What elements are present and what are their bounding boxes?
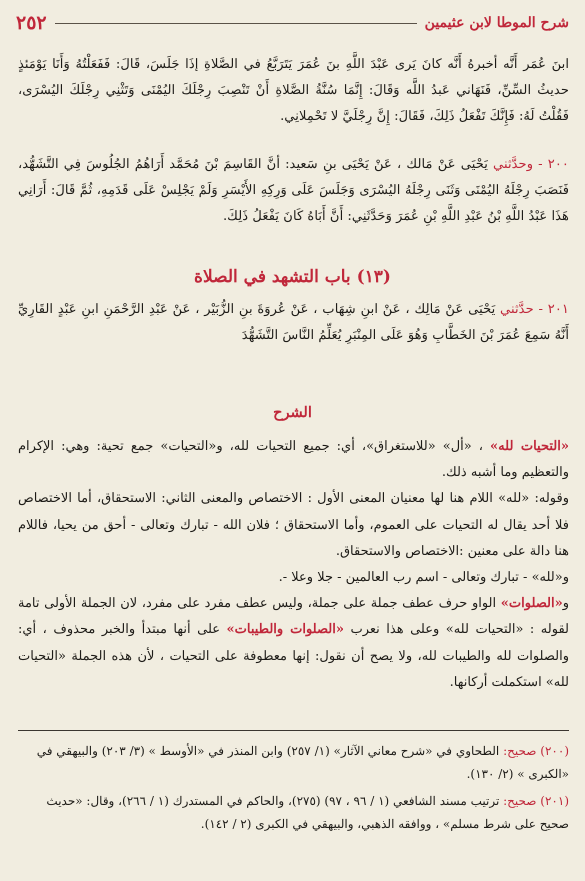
chapter-title: (١٣) باب التشهد في الصلاة [194, 267, 391, 287]
footnote-grade: صحيح: [503, 794, 537, 808]
hadith-number: ٢٠٠ - [533, 157, 569, 172]
footnote-ref: (٢٠١) [540, 794, 569, 808]
footnote-divider [18, 730, 569, 731]
footnote [18, 740, 569, 786]
commentary-text: على أنها مبتدأ والخبر محذوف ، أي: والصلوات لله والطيبات لله، ولا يصح أن نقول: إنها معطوفة على التحيات ، لأن هذه الجملة «التحيات لله» استكملت أركانها. [18, 622, 569, 690]
hadith-text: ابنَ عُمَر أَنَّه أخبرهُ أَنَّه كانَ يَرى عَبْدَ اللَّهِ بنَ عُمَرَ يَتَرَبَّعُ في الصَّلاةِ إذَا جَلَسَ، قَالَ: فَفَعَلْتُهُ وَأَنَا يَوْمَئذٍ حديثُ السِّنِّ، فَنَهَاني عَبدُ اللَّه وَقَالَ: إِنَّمَا سُنَّةُ الصَّلاةِ أَنْ تَنْصِبَ رِجْلَكَ اليُمْنَى وَتَثْنِي رِجْلَكَ اليُسْرَى، فَقُلْتُ لَهُ: فَإِنَّكَ تَفْعَلُ ذَلِكَ، فَقَالَ: إِنَّ رِجْلَيَّ لا تَحْمِلانِي. [18, 57, 569, 124]
commentary-body [18, 434, 569, 696]
commentary-paragraph [18, 486, 569, 565]
commentary-text: و«لله» - تبارك وتعالى - اسم رب العالمين - جلا وعلا -. [278, 570, 569, 586]
commentary-text: وقوله: «لله» اللام هنا لها معنيان المعنى الأول : الاختصاص والمعنى الثاني: الاستحقاق، أما الاختصاص فلا أحد يقال له التحيات على العموم، وأما الاستحقاق ؛ فلان الله - تبارك وتعالى - أحق من يحيا، فاللام هنا دالة على معنين :الاختصاص والاستحقاق. [18, 491, 569, 559]
hadith-intro: وحدَّثني [492, 157, 534, 172]
footnote-ref: (٢٠٠) [540, 744, 569, 758]
commentary-term: «الصلوات» [500, 596, 563, 612]
footnote-grade: صحيح: [503, 744, 537, 758]
hadith-intro: حدَّثني [500, 302, 534, 317]
hadith-text: يَحْيَى عَنْ مَالِك ، عَنْ ابنِ شِهَاب ، عَنْ عُروَةَ بنِ الزُّبَيْر ، عَنْ عَبْدِ الرَّحْمَنِ ابنِ عَبْدٍ القَارِيِّ أَنَّهُ سَمِعَ عُمَرَ بْنَ الخَطَّابِ وَهُوَ عَلَى المِنْبَرِ يُعَلِّمُ النَّاسَ التَّشَهُّدَ [18, 302, 569, 343]
commentary-term: «التحيات لله» [490, 439, 569, 454]
footnote-text: الطحاوي في «شرح معاني الآثار» (١/ ٢٥٧) وابن المنذر في «الأوسط » (٣/ ٢٠٣) والبيهقي في «الكبرى » (٢/ ١٣٠). [36, 744, 569, 781]
page-number: ٢٥٢ [16, 12, 47, 34]
running-title: شرح الموطا لابن عثيمين [424, 15, 569, 31]
commentary-text: ، «أل» «للاستغراق»، أي: جميع التحيات لله، و«التحيات» جمع تحية: وهي: الإكرام والتعظيم وما أشبه ذلك. [18, 439, 569, 481]
footnote-text: ترتيب مسند الشافعي (١ / ٩٦ ، ٩٧) (٢٧٥)، والحاكم في المستدرك (١ / ٢٦٦)، وقال: «حديث صحيح على شرط مسلم» ، ووافقه الذهبي، والبيهقي في الكبرى (٢ / ١٤٢). [46, 794, 569, 831]
hadith-201 [18, 297, 569, 349]
hadith-200-continuation [18, 52, 569, 130]
hadith-number: ٢٠١ - [533, 302, 569, 317]
commentary-term: «الصلوات والطيبات» [226, 622, 344, 638]
commentary-paragraph [18, 565, 569, 591]
commentary-heading: الشرح [273, 404, 312, 421]
commentary-paragraph: و«الصلوات» الواو حرف عطف جملة على جملة، وليس عطف مفرد على مفرد، لان الجملة الأولى تامة لقوله : «التحيات لله» وعلى هذا نعرب «الصلوات والطيبات» على أنها مبتدأ والخبر محذوف ، أي: والصلوات لله والطيبات لله، ولا يصح أن نقول: إنها معطوفة على التحيات ، لأن هذه الجملة «التحيات لله» استكملت أركانها. [18, 596, 569, 690]
footnote [18, 790, 569, 836]
hadith-200 [18, 152, 569, 230]
hadith-text: يَحْيَى عَنْ مَالك ، عَنْ يَحْيَى بنِ سَعيد: أنَّ القَاسِمَ بْنَ مُحَمَّد أَرَاهُمُ الجُلُوسَ فِي التَّشَهُّد، فَنَصَبَ رِجْلَهُ اليُمْنَى وَثَنَى رِجْلَهُ اليُسْرَى وَجَلَسَ عَلَى وَرِكِهِ الأَيْسَرِ وَلَمْ يَجْلِسْ عَلَى قَدَمِهِ، ثُمَّ قَالَ: أَرَانِي هَذَا عَبْدُ اللَّهِ بْنُ عَبْدِ اللَّهِ بْنِ عُمَرَ وَحَدَّثَنِي: أَنَّ أَبَاهُ كَانَ يَفْعَلُ ذَلِكَ. [18, 157, 569, 224]
page-header [16, 10, 569, 36]
header-rule [55, 23, 417, 24]
commentary-text: الواو حرف عطف جملة على جملة، وليس عطف مفرد على مفرد، لان الجملة الأولى تامة لقوله : «التحيات لله» وعلى هذا نعرب [18, 596, 569, 638]
commentary-paragraph [18, 434, 569, 486]
